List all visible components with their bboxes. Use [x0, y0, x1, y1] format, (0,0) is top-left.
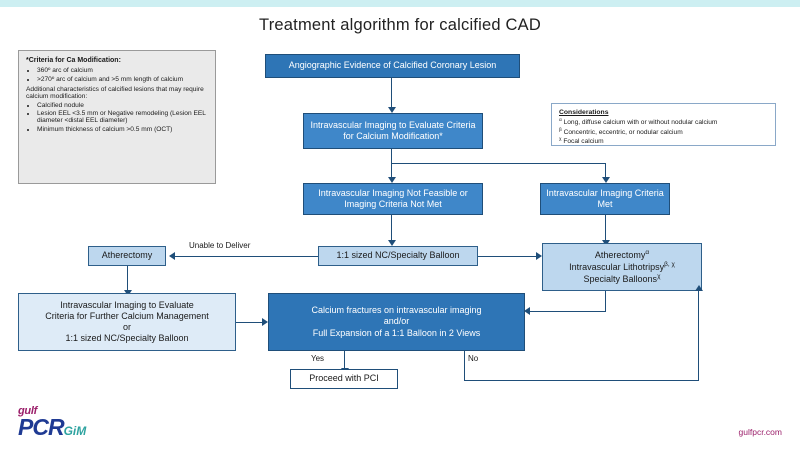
connector-notfeasible-to-balloon — [391, 215, 392, 240]
connector-treatments-to-fracture-h — [530, 311, 606, 312]
considerations-marker: χ — [559, 137, 562, 143]
considerations-line — [559, 137, 768, 145]
further-line-3: or — [122, 322, 131, 332]
list-item: • Minimum thickness of calcium >0.5 mm (OCT) — [37, 126, 208, 133]
node-ivi-evaluate[interactable] — [303, 113, 483, 149]
considerations-text: Focal calcium — [563, 138, 604, 146]
treatment-line-specialty-balloons — [584, 273, 661, 285]
edge-label-yes: Yes — [311, 354, 325, 363]
further-line-1: Intravascular Imaging to Evaluate — [60, 299, 194, 310]
edge-label-no: No — [468, 354, 479, 363]
list-item: • >270º arc of calcium and >5 mm length of calcium — [37, 76, 208, 83]
connector-ivi-right-drop — [605, 163, 606, 178]
treatment-specialty-label: Specialty Balloons — [583, 274, 658, 285]
logo-gulf-text: gulf — [18, 405, 37, 417]
node-imaging-not-feasible[interactable] — [303, 183, 483, 215]
criteria-note-subheading: Additional characteristics of calcified lesions that may require calcium modification: — [26, 85, 204, 100]
connector-evidence-to-imaging — [391, 78, 392, 107]
treatment-lithotripsy-sup: β, χ — [664, 260, 675, 268]
considerations-marker: β — [559, 127, 562, 133]
criteria-note — [18, 50, 216, 184]
node-atherectomy-ivl-specialty[interactable] — [542, 243, 702, 291]
treatment-specialty-sup: χ — [657, 273, 661, 281]
connector-ivi-stem — [391, 149, 392, 163]
slide-accent-bar — [0, 0, 800, 7]
logo-pcr-row — [18, 414, 108, 440]
node-imaging-not-feasible-label: Intravascular Imaging Not Feasible or Imaging Criteria Not Met — [318, 187, 468, 209]
further-line-4: 1:1 sized NC/Specialty Balloon — [65, 333, 189, 344]
fracture-line-2: and/or — [383, 316, 410, 327]
node-proceed-with-pci[interactable]: Proceed with PCI — [290, 369, 398, 389]
connector-treatments-to-fracture — [605, 291, 606, 311]
list-item: • Calcified nodule — [37, 102, 208, 109]
node-further-calcium-management[interactable] — [18, 293, 236, 351]
criteria-note-heading: *Criteria for Ca Modification: — [26, 57, 121, 64]
arrowhead-left — [169, 252, 175, 260]
connector-no-branch-down — [464, 351, 465, 380]
node-calcium-fractures[interactable] — [268, 293, 525, 351]
list-item: • 360º arc of calcium — [37, 67, 208, 74]
considerations-note-heading: Considerations — [559, 109, 609, 116]
considerations-note — [551, 103, 776, 146]
website-label: gulfpcr.com — [738, 427, 782, 437]
logo-pcr-text: PCR — [18, 414, 64, 440]
treatment-line-atherectomy — [595, 249, 649, 261]
considerations-text: Concentric, eccentric, or nodular calcium — [563, 128, 683, 136]
connector-no-branch-h — [464, 380, 699, 381]
page-title: Treatment algorithm for calcified CAD — [259, 16, 541, 34]
logo-gim-text: GiM — [63, 424, 87, 438]
treatment-line-lithotripsy — [569, 261, 675, 273]
connector-yes-branch — [344, 351, 345, 368]
connector-balloon-to-atherectomy — [175, 256, 318, 257]
fracture-line-3: Full Expansion of a 1:1 Balloon in 2 Views — [312, 327, 481, 338]
treatment-atherectomy-label: Atherectomy — [594, 249, 646, 260]
connector-balloon-to-treatments — [478, 256, 536, 257]
arrowhead-up — [695, 285, 703, 291]
fracture-line-1: Calcium fractures on intravascular imaging — [311, 305, 482, 316]
node-ivi-evaluate-label: Intravascular Imaging to Evaluate Criteria for Calcium Modification* — [310, 119, 476, 141]
connector-ivi-left-drop — [391, 163, 392, 178]
treatment-atherectomy-sup: α — [645, 248, 650, 256]
gulf-pcr-logo — [18, 405, 108, 441]
considerations-text: Long, diffuse calcium with or without nodular calcium — [563, 119, 718, 127]
node-angiographic-evidence[interactable]: Angiographic Evidence of Calcified Coronary Lesion — [265, 54, 520, 78]
connector-criteriamet-to-treatments — [605, 215, 606, 240]
node-atherectomy-left[interactable]: Atherectomy — [88, 246, 166, 266]
node-balloon-1to1[interactable]: 1:1 sized NC/Specialty Balloon — [318, 246, 478, 266]
criteria-note-sub-bullets — [26, 102, 208, 133]
node-imaging-criteria-met[interactable] — [540, 183, 670, 215]
criteria-note-bullets — [26, 67, 208, 83]
connector-atherectomy-to-further — [127, 266, 128, 290]
considerations-line — [559, 118, 768, 126]
considerations-marker: α — [559, 118, 562, 123]
edge-label-unable-to-deliver: Unable to Deliver — [189, 241, 251, 250]
treatment-lithotripsy-label: Intravascular Lithotripsy — [569, 261, 665, 272]
connector-ivi-bus — [391, 163, 606, 164]
further-line-2: Criteria for Further Calcium Management — [45, 310, 209, 321]
connector-no-branch-up — [698, 291, 699, 380]
considerations-line — [559, 128, 768, 136]
connector-further-to-fracture — [236, 322, 262, 323]
list-item: • Lesion EEL <3.5 mm or Negative remodeling (Lesion EEL diameter <distal EEL diameter) — [37, 110, 208, 124]
node-imaging-criteria-met-label: Intravascular Imaging Criteria Met — [546, 187, 664, 209]
